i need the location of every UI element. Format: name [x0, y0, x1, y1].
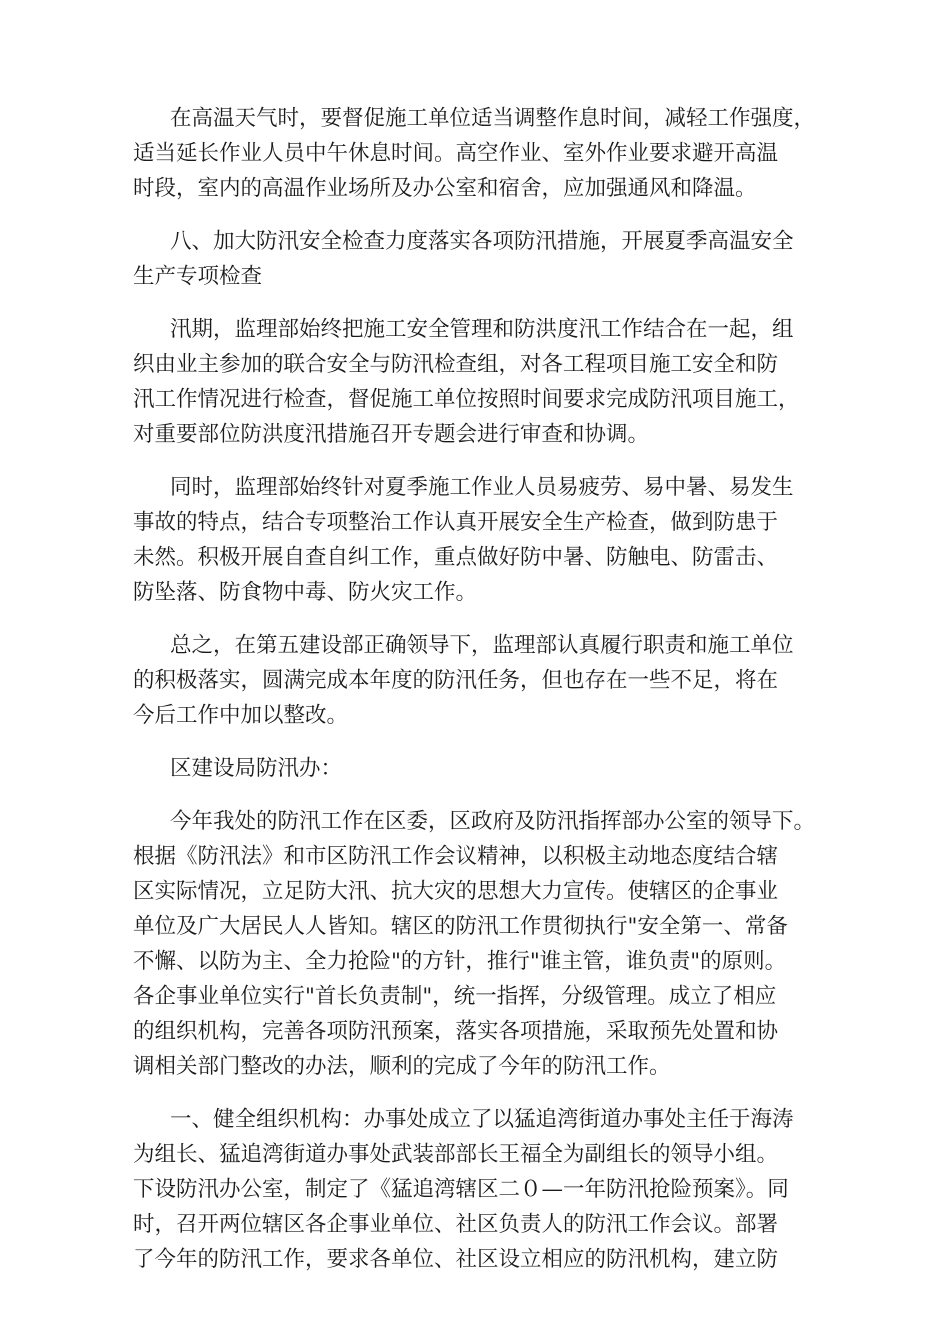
text-line: 单位及广大居民人人皆知。辖区的防汛工作贯彻执行"安全第一、常备	[133, 914, 788, 939]
text-line: 区实际情况，立足防大汛、抗大灾的思想大力宣传。使辖区的企事业	[133, 879, 779, 904]
text-line: 了今年的防汛工作，要求各单位、社区设立相应的防汛机构，建立防	[133, 1247, 779, 1272]
paragraph-flood-season	[133, 312, 833, 452]
text-line: 根据《防汛法》和市区防汛工作会议精神，以积极主动地态度结合辖	[133, 844, 779, 869]
text-line: 八、加大防汛安全检查力度落实各项防汛措施，开展夏季高温安全	[170, 229, 794, 254]
text-line: 适当延长作业人员中午休息时间。高空作业、室外作业要求避开高温	[133, 141, 779, 166]
document-body	[133, 101, 833, 1295]
text-line: 的积极落实，圆满完成本年度的防汛任务，但也存在一些不足，将在	[133, 668, 779, 693]
paragraph-summary	[133, 628, 833, 733]
text-line: 织由业主参加的联合安全与防汛检查组，对各工程项目施工安全和防	[133, 352, 779, 377]
text-line: 时段，室内的高温作业场所及办公室和宿舍，应加强通风和降温。	[133, 176, 757, 201]
text-line: 今后工作中加以整改。	[133, 703, 349, 728]
text-line: 未然。积极开展自查自纠工作，重点做好防中暑、防触电、防雷击、	[133, 545, 779, 570]
text-line: 的组织机构，完善各项防汛预案，落实各项措施，采取预先处置和协	[133, 1019, 779, 1044]
text-line: 同时，监理部始终针对夏季施工作业人员易疲劳、易中暑、易发生	[170, 475, 794, 500]
section-heading-district-office	[133, 751, 833, 786]
text-line: 对重要部位防洪度汛措施召开专题会进行审查和协调。	[133, 422, 650, 447]
text-line: 为组长、猛追湾街道办事处武装部部长王福全为副组长的领导小组。	[133, 1142, 779, 1167]
text-line: 生产专项检查	[133, 264, 263, 289]
text-line: 防坠落、防食物中毒、防火灾工作。	[133, 580, 478, 605]
text-line: 在高温天气时，要督促施工单位适当调整作息时间，减轻工作强度，	[170, 106, 816, 131]
text-line: 调相关部门整改的办法，顺利的完成了今年的防汛工作。	[133, 1054, 671, 1079]
text-line: 汛工作情况进行检查，督促施工单位按照时间要求完成防汛项目施工，	[133, 387, 800, 412]
paragraph-this-year	[133, 804, 833, 1084]
text-line: 汛期，监理部始终把施工安全管理和防洪度汛工作结合在一起，组	[170, 317, 794, 342]
text-line: 不懈、以防为主、全力抢险"的方针，推行"谁主管，谁负责"的原则。	[133, 949, 787, 974]
text-line: 下设防汛办公室，制定了《猛追湾辖区二０—一年防汛抢险预案》。同	[133, 1177, 789, 1202]
text-line: 今年我处的防汛工作在区委，区政府及防汛指挥部办公室的领导下。	[170, 809, 816, 834]
paragraph-high-temperature	[133, 101, 833, 206]
text-line: 时，召开两位辖区各企事业单位、社区负责人的防汛工作会议。部署	[133, 1212, 779, 1237]
paragraph-meanwhile	[133, 470, 833, 610]
text-line: 总之，在第五建设部正确领导下，监理部认真履行职责和施工单位	[170, 633, 794, 658]
paragraph-organization	[133, 1102, 833, 1277]
text-line: 一、健全组织机构：办事处成立了以猛追湾街道办事处主任于海涛	[170, 1107, 794, 1132]
section-heading-eight	[133, 224, 833, 294]
text-line: 区建设局防汛办：	[170, 756, 343, 781]
text-line: 各企事业单位实行"首长负责制"，统一指挥，分级管理。成立了相应	[133, 984, 777, 1009]
text-line: 事故的特点，结合专项整治工作认真开展安全生产检查，做到防患于	[133, 510, 779, 535]
